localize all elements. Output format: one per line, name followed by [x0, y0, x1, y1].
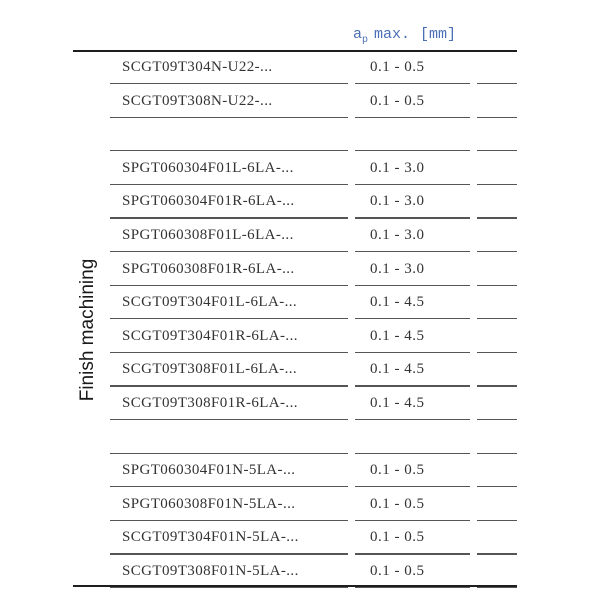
row-divider: [355, 83, 470, 84]
row-divider: [477, 150, 517, 151]
table-row: [0, 57, 600, 91]
insert-code: SPGT060308F01L-6LA-...: [122, 227, 294, 243]
column-header-ap-max: [353, 26, 456, 48]
row-divider: [477, 385, 517, 386]
row-divider: [110, 150, 348, 151]
ap-max-range: 0.1 - 0.5: [370, 59, 425, 75]
insert-code: SCGT09T304N-U22-...: [122, 59, 273, 75]
row-divider: [355, 285, 470, 286]
table-row: [0, 191, 600, 225]
table-row: [0, 259, 600, 293]
table-row: [0, 494, 600, 528]
group-separator-row: [0, 124, 600, 158]
ap-max-range: 0.1 - 0.5: [370, 529, 425, 546]
ap-max-range: 0.1 - 3.0: [370, 227, 425, 243]
table-row: [0, 460, 600, 494]
row-divider: [355, 419, 470, 420]
row-divider: [477, 553, 517, 554]
row-divider: [477, 486, 517, 487]
ap-max-range: 0.1 - 0.5: [370, 462, 425, 479]
row-divider: [110, 587, 348, 588]
insert-code: SCGT09T308N-U22-...: [122, 92, 273, 109]
insert-code: SCGT09T308F01N-5LA-...: [122, 563, 299, 579]
table-row: [0, 225, 600, 259]
row-divider: [477, 83, 517, 84]
row-divider: [477, 251, 517, 252]
row-divider: [110, 419, 348, 420]
row-divider: [355, 520, 470, 521]
table-row: [0, 292, 600, 326]
row-divider: [355, 117, 470, 118]
row-divider: [355, 184, 470, 185]
insert-code: SPGT060304F01N-5LA-...: [122, 462, 296, 479]
row-divider: [110, 520, 348, 521]
table-row: [0, 359, 600, 393]
insert-code: SCGT09T308F01L-6LA-...: [122, 361, 298, 378]
row-divider: [355, 385, 470, 386]
ap-max-range: 0.1 - 0.5: [370, 495, 425, 512]
insert-code: SPGT060304F01L-6LA-...: [122, 159, 294, 176]
insert-code: SPGT060308F01N-5LA-...: [122, 495, 296, 512]
table-row: [0, 326, 600, 360]
table-row: [0, 527, 600, 561]
row-divider: [110, 217, 348, 218]
ap-symbol: a: [353, 26, 363, 43]
insert-code: SPGT060308F01R-6LA-...: [122, 260, 295, 277]
row-divider: [477, 184, 517, 185]
row-divider: [355, 453, 470, 454]
group-separator-row: [0, 427, 600, 461]
table-top-rule: [73, 50, 517, 52]
row-divider: [355, 217, 470, 218]
ap-max-range: 0.1 - 3.0: [370, 193, 425, 210]
row-divider: [477, 587, 517, 588]
unit-label: [mm]: [420, 26, 457, 43]
row-divider: [355, 587, 470, 588]
insert-code: SCGT09T304F01L-6LA-...: [122, 294, 298, 311]
row-divider: [110, 83, 348, 84]
table-row: [0, 561, 600, 595]
row-divider: [477, 352, 517, 353]
row-divider: [355, 150, 470, 151]
insert-code: SCGT09T308F01R-6LA-...: [122, 395, 298, 411]
row-divider: [355, 486, 470, 487]
row-divider: [110, 117, 348, 118]
table-row: [0, 393, 600, 427]
row-divider: [110, 385, 348, 386]
row-divider: [110, 453, 348, 454]
row-divider: [355, 352, 470, 353]
ap-subscript: p: [362, 35, 369, 46]
row-divider: [110, 285, 348, 286]
insert-code: SPGT060304F01R-6LA-...: [122, 193, 295, 210]
ap-max-range: 0.1 - 3.0: [370, 159, 425, 176]
row-divider: [477, 285, 517, 286]
table-row: [0, 91, 600, 125]
row-divider: [110, 352, 348, 353]
row-divider: [110, 486, 348, 487]
ap-max-range: 0.1 - 0.5: [370, 563, 425, 579]
ap-max-range: 0.1 - 4.5: [370, 361, 425, 378]
row-divider: [477, 520, 517, 521]
ap-max-range: 0.1 - 3.0: [370, 260, 425, 277]
table-row: [0, 158, 600, 192]
section-label-text: Finish machining: [77, 258, 98, 402]
ap-max-range: 0.1 - 4.5: [370, 294, 425, 311]
row-divider: [355, 318, 470, 319]
ap-max-range: 0.1 - 4.5: [370, 327, 425, 344]
row-divider: [355, 251, 470, 252]
insert-code: SCGT09T304F01R-6LA-...: [122, 327, 298, 344]
table-bottom-rule: [73, 585, 517, 587]
row-divider: [477, 419, 517, 420]
row-divider: [477, 318, 517, 319]
insert-code: SCGT09T304F01N-5LA-...: [122, 529, 299, 546]
row-divider: [110, 553, 348, 554]
row-divider: [477, 217, 517, 218]
ap-max-range: 0.1 - 4.5: [370, 395, 425, 411]
row-divider: [110, 318, 348, 319]
row-divider: [110, 251, 348, 252]
row-divider: [477, 453, 517, 454]
max-label: max.: [374, 26, 411, 43]
row-divider: [477, 117, 517, 118]
row-divider: [355, 553, 470, 554]
row-divider: [110, 184, 348, 185]
ap-max-range: 0.1 - 0.5: [370, 92, 425, 109]
